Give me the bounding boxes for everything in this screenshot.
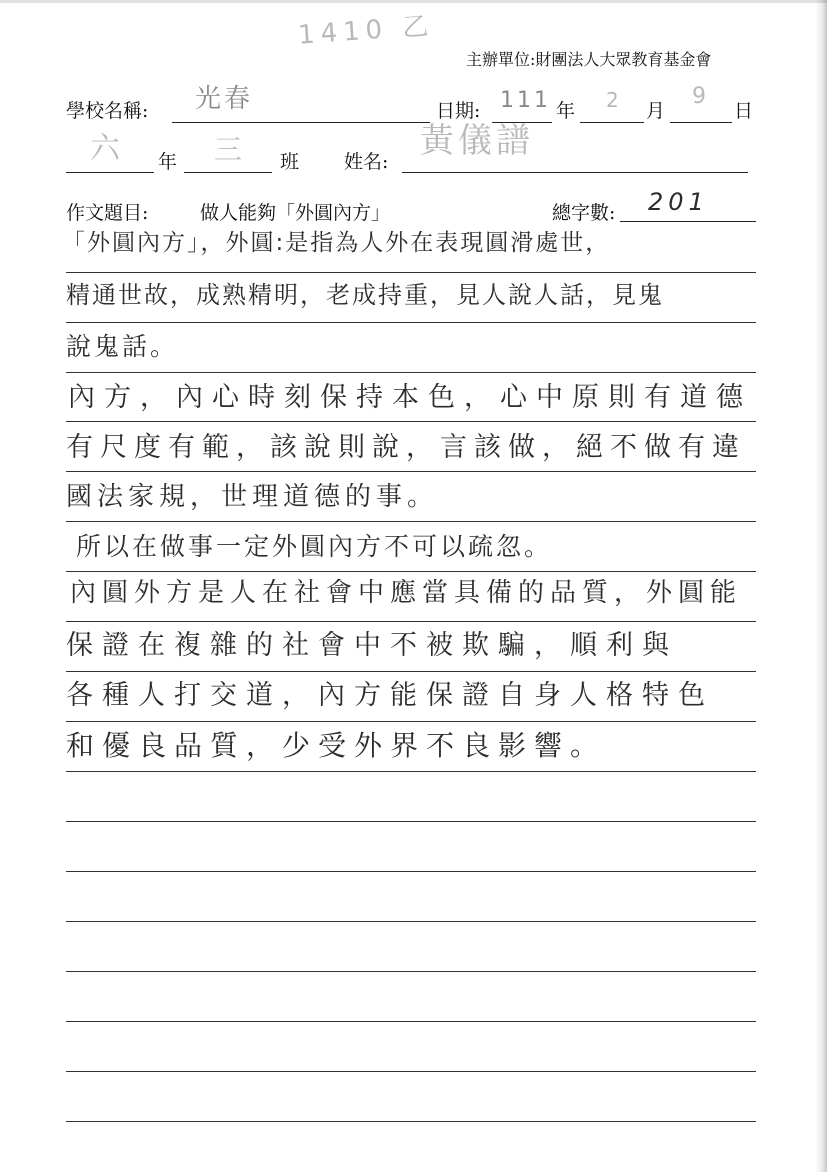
essay-line: 內方，內心時刻保持本色，心中原則有道德 <box>68 382 752 413</box>
word-count-label: 總字數: <box>552 202 616 224</box>
ruled-line <box>66 1071 756 1072</box>
day-underline <box>670 122 732 123</box>
ruled-line <box>66 921 756 922</box>
month-underline <box>580 122 644 123</box>
scan-right-edge <box>815 0 827 1172</box>
ruled-line <box>66 621 756 622</box>
ruled-line <box>66 1021 756 1022</box>
ruled-line <box>66 871 756 872</box>
essay-line: 各種人打交道，內方能保證自身人格特色 <box>66 680 714 711</box>
date-label: 日期: <box>436 100 481 122</box>
grade-value: 六 <box>90 131 123 166</box>
date-year-value: 111 <box>500 88 551 113</box>
day-value: 9 <box>692 84 709 109</box>
ruled-line <box>66 971 756 972</box>
ruled-line <box>66 571 756 572</box>
topic-label: 作文題目: <box>66 202 149 224</box>
month-value: 2 <box>606 88 622 112</box>
essay-line: 內圓外方是人在社會中應當具備的品質，外圓能 <box>70 578 743 608</box>
ruled-line <box>66 1121 756 1122</box>
top-scribble: 1410 乙 <box>297 11 436 51</box>
organizer-text: 主辦單位:財團法人大眾教育基金會 <box>466 50 712 69</box>
ruled-line <box>66 521 756 522</box>
ruled-line <box>66 771 756 772</box>
scan-top-edge <box>0 0 827 3</box>
month-label: 月 <box>646 100 666 122</box>
essay-line: 說鬼話。 <box>66 332 179 361</box>
essay-line: 「外圓內方」，外圓:是指為人外在表現圓滑處世， <box>62 230 611 256</box>
essay-line: 和優良品質，少受外界不良影響。 <box>66 729 607 762</box>
name-underline <box>402 172 748 173</box>
ruled-line <box>66 421 756 422</box>
ruled-line <box>66 721 756 722</box>
essay-line: 精通世故，成熟精明，老成持重，見人說人話，見鬼 <box>66 281 664 309</box>
school-label: 學校名稱: <box>66 100 149 122</box>
ruled-line <box>66 272 756 273</box>
ruled-line <box>66 322 756 323</box>
word-count-underline <box>620 221 756 222</box>
name-label: 姓名: <box>344 151 389 173</box>
essay-line: 保證在複雜的社會中不被欺騙，順利與 <box>66 630 678 661</box>
ruled-line <box>66 671 756 672</box>
essay-line: 所以在做事一定外圓內方不可以疏忽。 <box>76 532 553 561</box>
ruled-line <box>66 821 756 822</box>
class-label: 班 <box>280 151 300 173</box>
ruled-line <box>66 471 756 472</box>
grade-underline <box>66 172 154 173</box>
essay-line: 國法家規，世理道德的事。 <box>66 482 439 512</box>
essay-line: 有尺度有範，該說則說，言該做，絕不做有違 <box>66 432 746 463</box>
school-value: 光春 <box>195 84 254 114</box>
word-count-value: 201 <box>648 188 709 216</box>
day-label: 日 <box>734 100 754 122</box>
ruled-line <box>66 372 756 373</box>
name-value: 黃儀譜 <box>420 121 534 161</box>
year-label: 年 <box>556 100 576 122</box>
topic-value: 做人能夠「外圓內方」 <box>200 202 391 224</box>
grade-label: 年 <box>158 151 178 173</box>
class-value: 三 <box>214 133 246 166</box>
school-underline <box>172 122 430 123</box>
class-underline <box>184 172 272 173</box>
